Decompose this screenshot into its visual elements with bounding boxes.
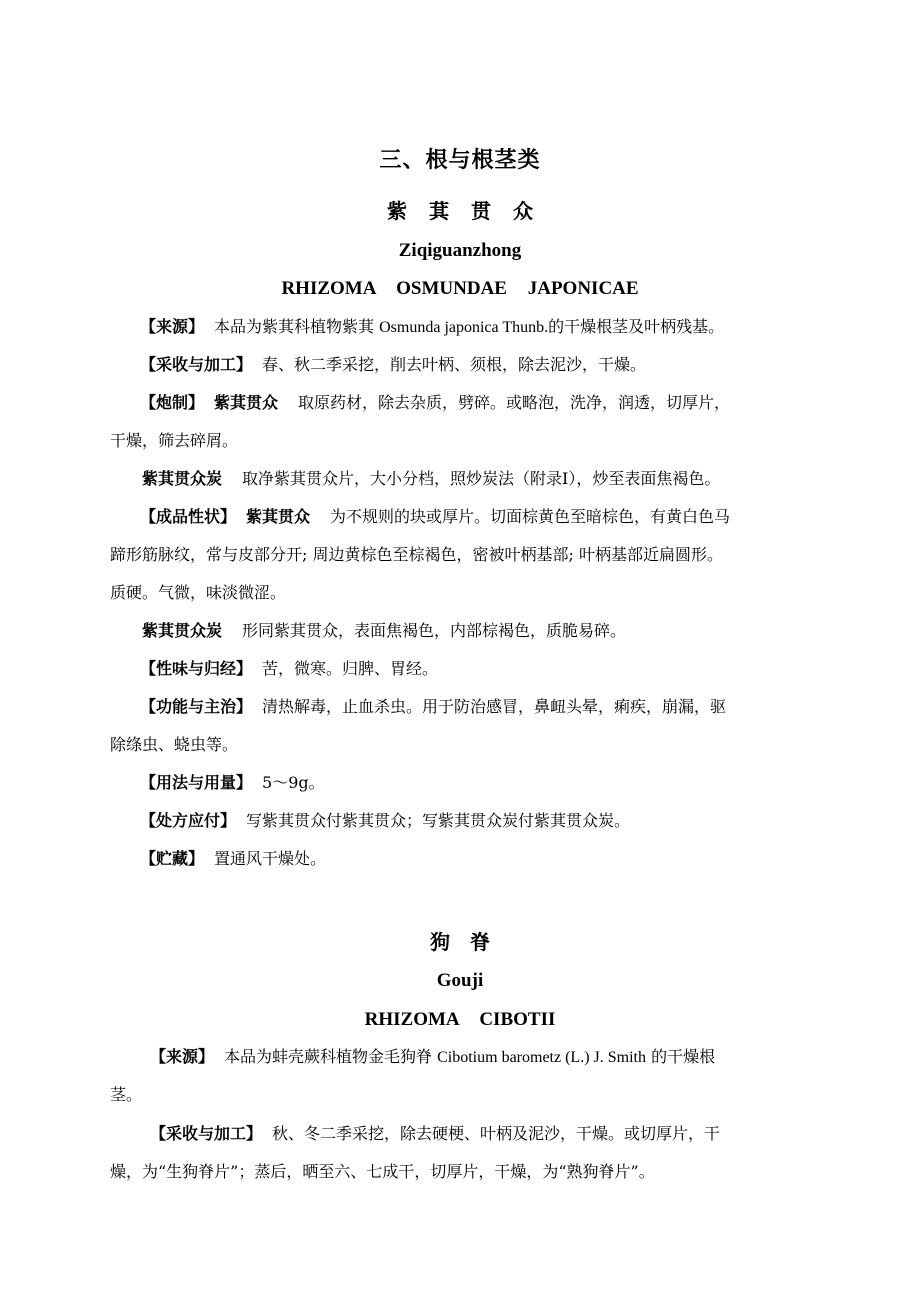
herb1-processing-sub2-label: 紫萁贯众炭 (142, 469, 223, 488)
herb1-properties-sub1-line3: 质硬。气微，味淡微涩。 (110, 583, 287, 602)
herb1-processing-sub1-label: 紫萁贯众 (214, 393, 279, 412)
herb1-chinese-name: 紫萁贯众 (387, 199, 555, 223)
herb2-harvest-line2: 燥，为“生狗脊片”；蒸后，晒至六、七成干，切厚片，干燥，为“熟狗脊片”。 (110, 1162, 655, 1181)
herb1-processing (140, 393, 730, 413)
herb2-source-species: Cibotium barometz (L.) J. Smith (437, 1049, 646, 1066)
herb1-dosage-text: 5～9g。 (262, 773, 325, 792)
herb2-source (150, 1047, 715, 1068)
herb1-prescription (140, 811, 630, 831)
herb1-nature-label: 【性味与归经】 (140, 659, 253, 678)
herb1-processing-sub2 (142, 469, 720, 489)
herb2-source-text-b: 的干燥根 (645, 1047, 716, 1066)
herb1-function (140, 697, 726, 717)
herb1-dosage (140, 773, 325, 793)
herb1-properties (140, 507, 730, 527)
herb1-properties-sub2-text: 形同紫萁贯众，表面焦褐色，内部棕褐色，质脆易碎。 (242, 621, 627, 640)
herb1-source (140, 317, 724, 338)
herb1-function-line2: 除绦虫、蛲虫等。 (110, 735, 239, 754)
herb1-processing-sub2-text: 取净紫萁贯众片，大小分档，照炒炭法（附录Ⅰ），炒至表面焦褐色。 (242, 469, 721, 488)
herb1-nature-text: 苦，微寒。归脾、胃经。 (262, 659, 439, 678)
herb2-harvest-label: 【采收与加工】 (150, 1124, 263, 1143)
herb1-processing-sub1-line2: 干燥，筛去碎屑。 (110, 431, 239, 450)
herb1-harvest-text: 春、秋二季采挖，削去叶柄、须根，除去泥沙，干燥。 (262, 355, 647, 374)
herb1-properties-sub1-label: 紫萁贯众 (246, 507, 311, 526)
herb1-storage (140, 849, 326, 869)
herb1-harvest-label: 【采收与加工】 (140, 355, 253, 374)
herb2-harvest-line1: 秋、冬二季采挖，除去硬梗、叶柄及泥沙，干燥。或切厚片，干 (272, 1124, 721, 1143)
herb1-latin-name: RHIZOMA OSMUNDAE JAPONICAE (281, 278, 639, 299)
herb2-source-label: 【来源】 (150, 1047, 215, 1066)
herb1-function-label: 【功能与主治】 (140, 697, 253, 716)
herb1-properties-label: 【成品性状】 (140, 507, 237, 526)
herb1-source-label: 【来源】 (140, 317, 205, 336)
herb1-source-species: Osmunda japonica Thunb. (379, 319, 549, 336)
herb1-properties-sub2-label: 紫萁贯众炭 (142, 621, 223, 640)
herb1-processing-label: 【炮制】 (140, 393, 205, 412)
herb2-source-line2: 茎。 (110, 1085, 143, 1104)
herb1-properties-sub1-line1: 为不规则的块或厚片。切面棕黄色至暗棕色，有黄白色马 (330, 507, 731, 526)
herb1-properties-sub2 (142, 621, 626, 641)
herb1-storage-label: 【贮藏】 (140, 849, 205, 868)
herb1-source-text-b: 的干燥根茎及叶柄残基。 (548, 317, 725, 336)
herb1-prescription-label: 【处方应付】 (140, 811, 237, 830)
herb1-prescription-text: 写紫萁贯众付紫萁贯众；写紫萁贯众炭付紫萁贯众炭。 (246, 811, 631, 830)
chapter-title: 三、根与根茎类 (379, 147, 541, 173)
herb1-harvest (140, 355, 646, 375)
herb2-source-text-a: 本品为蚌壳蕨科植物金毛狗脊 (224, 1047, 438, 1066)
herb1-storage-text: 置通风干燥处。 (214, 849, 327, 868)
herb1-properties-sub1-line2: 蹄形筋脉纹，常与皮部分开; 周边黄棕色至棕褐色，密被叶柄基部; 叶柄基部近扁圆形。 (110, 545, 723, 564)
herb2-pinyin: Gouji (436, 970, 484, 991)
herb2-chinese-name: 狗脊 (430, 930, 510, 954)
herb2-harvest (150, 1124, 720, 1144)
herb1-source-text-a: 本品为紫萁科植物紫萁 (214, 317, 380, 336)
herb1-dosage-label: 【用法与用量】 (140, 773, 253, 792)
herb1-function-line1: 清热解毒，止血杀虫。用于防治感冒，鼻衄头晕，痢疾，崩漏，驱 (262, 697, 727, 716)
herb1-processing-sub1-line1: 取原药材，除去杂质，劈碎。或略泡，洗净，润透，切厚片， (298, 393, 731, 412)
herb2-latin-name: RHIZOMA CIBOTII (364, 1009, 556, 1030)
herb1-pinyin: Ziqiguanzhong (398, 240, 522, 261)
herb1-nature (140, 659, 438, 679)
